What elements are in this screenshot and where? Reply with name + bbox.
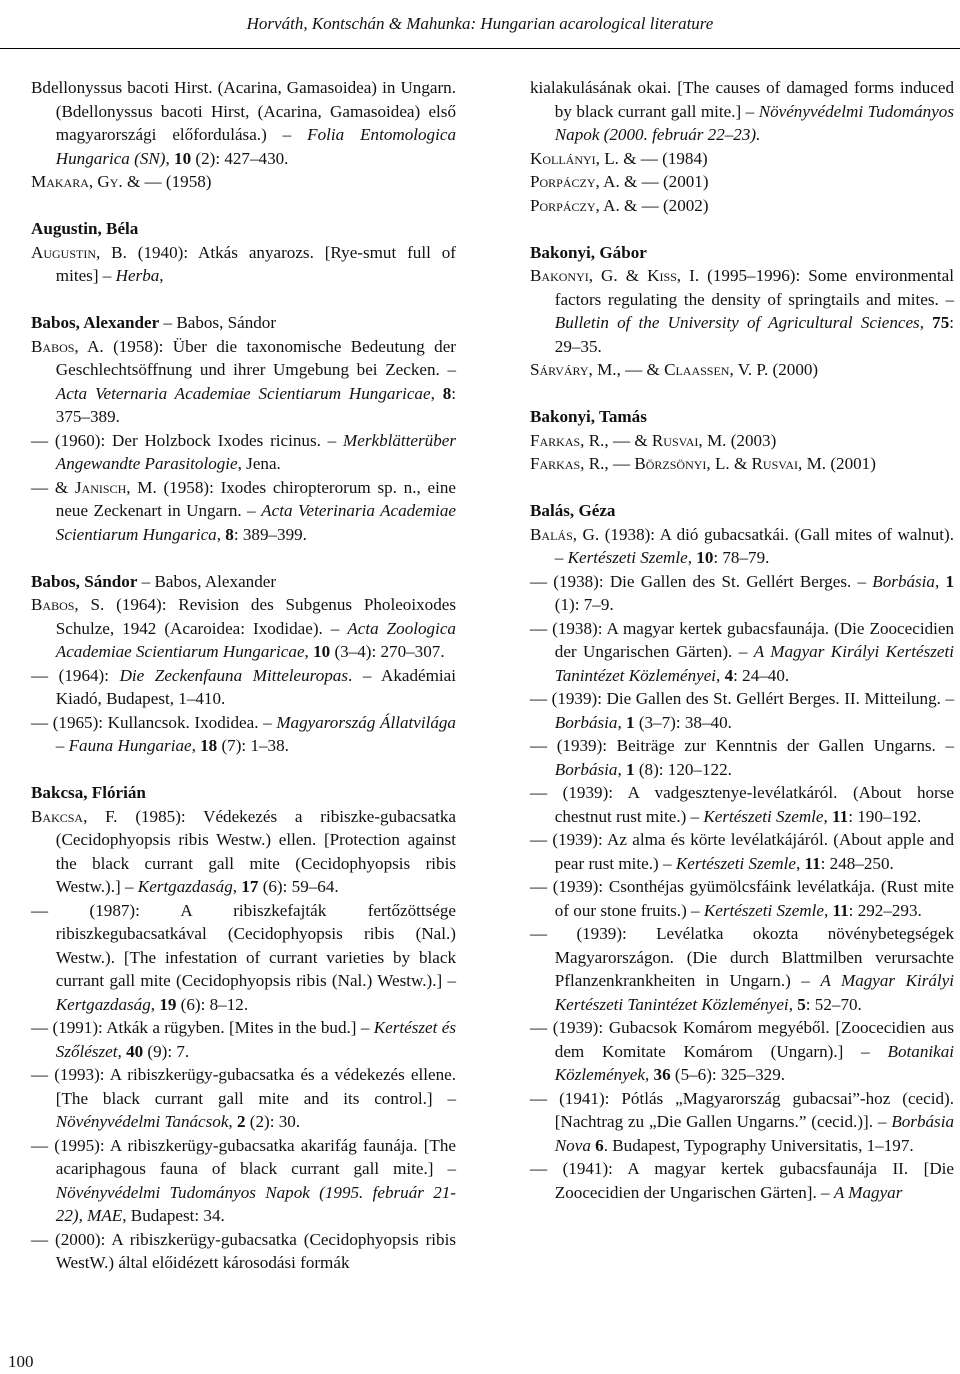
citation-text: – Babos, Alexander [137,571,277,591]
running-head: Horváth, Kontschán & Mahunka: Hungarian acarological literature [246,14,714,33]
volume-number: 10 [174,148,192,168]
author-name: Makara, Gy. [31,172,123,191]
volume-number: 8 [442,383,452,403]
volume-number: 1 [626,712,635,732]
continuation-entry [530,1087,954,1158]
citation-text: — (1939): Gubacsok Komárom megyéből. [Zoocecidien aus dem Komitate Komárom (Ungarn).] – [530,1018,954,1061]
author-name: Claassen, V. P. [664,360,769,379]
citation-text: : 292–293. [848,900,922,920]
journal-title: Kertészeti Szemle [703,806,824,826]
author-heading [31,217,456,241]
citation-text: , [934,571,946,591]
continuation-entry [530,570,954,617]
citation-text: Bakonyi, Tamás [530,407,647,426]
citation-text: Balás, Géza [530,501,616,520]
citation-text: & [617,266,648,285]
volume-number: 10 [696,548,714,567]
citation-text: , [191,736,201,755]
author-name: Augustin, B. [31,242,127,262]
citation-text: , [716,665,725,685]
volume-number: 8 [225,524,234,544]
journal-title: Herba [115,266,160,285]
continuation-entry [31,429,456,476]
journal-title: Kertészeti Szemle [567,548,688,567]
citation-text: — (1939): Beiträge zur Kenntnis der Gallen Ungarns. – [530,736,954,755]
volume-number: 11 [832,900,849,920]
journal-title: Növényvédelmi Tudományos Napok (2000. február 22–23). [554,101,954,144]
volume-number: 75 [932,313,950,332]
volume-number: 6 [595,1135,604,1155]
volume-number: 11 [832,806,849,826]
citation-text: : 389–399. [233,524,307,544]
author-heading [530,241,954,265]
reference-entry [31,335,456,429]
citation-text: — (1965): Kullancsok. Ixodidea. – [31,712,277,732]
citation-text: (2003) [726,430,777,450]
citation-text: — (1939): Az alma és körte levélatkájáról. (About apple and pear rust mite.) – [530,830,954,873]
continuation-entry [31,1063,456,1134]
author-name: Babos, S. [31,595,105,614]
citation-text: & — (1984) [618,148,708,168]
volume-number: 4 [724,665,734,685]
reference-entry [530,358,954,382]
citation-text: (1938): A dió gubacsatkái. (Gall mites of walnut). – [554,524,955,567]
citation-text: — (1938): A magyar kertek gubacsfaunája. (Die Zoocecidien der Ungarischen Gärten). – [530,618,954,661]
citation-text: Augustin, Béla [31,219,139,238]
header-rule [0,48,960,49]
continuation-entry [31,711,456,758]
citation-text: , [228,1112,237,1131]
continuation-entry [530,875,954,922]
citation-text: (3–4): 270–307. [330,642,445,661]
continuation-entry [530,687,954,734]
citation-text: — (1960): Der Holzbock Ixodes ricinus. – [31,430,344,450]
author-heading [530,405,954,429]
volume-number: 1 [945,571,955,591]
journal-title: A Magyar Királyi Kertészeti Tanintézet Közleményei [554,642,955,685]
citation-text: & — (2001) [619,172,709,191]
citation-text: Bakonyi, Gábor [530,242,647,262]
continuation-entry [530,781,954,828]
citation-text: Bakcsa, Flórián [31,783,146,802]
citation-text: , — & [616,360,665,379]
citation-text: , [795,853,805,873]
reference-entry [31,241,456,288]
citation-text: — (1939): A vadgesztenye-levélatkáról. (About horse chestnut rust mite.) – [530,783,954,826]
journal-title: Folia Entomologica Hungarica (SN) [55,125,456,168]
citation-text: , [644,1065,654,1084]
reference-entry [530,429,954,453]
journal-title: Borbásia [554,759,618,779]
citation-text: (8): 120–122. [634,759,732,779]
citation-text: (2000) [768,360,819,379]
continuation-entry [530,828,954,875]
reference-entry [31,76,456,170]
citation-text: — (1941): A magyar kertek gubacsfaunája II. [Die Zoocecidien der Ungarischen Gärten]. – [530,1159,954,1202]
right-column [530,76,954,1204]
author-name: Börzsönyi, L. [634,454,730,473]
journal-title: A Magyar [833,1182,903,1202]
citation-text: (1964): Revision des Subgenus Pholeoixodes Schulze, 1942 (Acaroidea: Ixodidae). – [55,595,456,638]
citation-text: (1940): Atkás anyarozs. [Rye-smut full of mites] – [55,242,456,285]
citation-text: , [823,900,833,920]
citation-text: (2): 427–430. [191,148,289,168]
continuation-entry [31,899,456,1017]
citation-text: Bdellonyssus bacoti Hirst. (Acarina, Gamasoidea) in Ungarn. (Bdellonyssus bacoti Hirst, (Acarina, Gamasoidea) első magyarországi előfordulása.) – [31,78,456,144]
reference-entry [530,147,954,171]
author-name: Farkas, R. [530,454,605,473]
reference-entry [530,523,954,570]
continuation-entry [530,1157,954,1204]
volume-number: 17 [241,877,259,896]
author-name: Porpáczy, A. [530,172,620,191]
citation-text: (2001) [826,454,876,473]
journal-title: Botanikai Közlemények [554,1041,954,1084]
citation-text: (5–6): 325–329. [670,1065,786,1084]
citation-text: — & [31,477,75,497]
journal-title: Kertészeti Szemle [675,853,796,873]
journal-title: Acta Zoologica Academiae Scientiarum Hungaricae [55,618,456,661]
citation-text: — (1993): A ribiszkerügy-gubacsatka és a védekezés ellene. [The black currant gall mite and its control.] – [31,1065,456,1108]
continuation-entry [31,1134,456,1228]
citation-text: (7): 1–38. [217,736,289,755]
journal-title: Növényvédelmi Tudományos Napok (1995. február 21-22), MAE [55,1182,456,1225]
journal-title: Die Zeckenfauna Mitteleuropas [119,665,348,685]
journal-title: Növényvédelmi Tanácsok [55,1112,229,1131]
citation-text: : 29–35. [554,313,954,356]
author-name: Rusvai, M. [751,454,827,473]
author-name: Janisch, M. [74,477,157,497]
citation-text: (1995–1996): Some environmental factors regulating the density of springtails and mites. – [554,266,955,309]
citation-text: — (2000): A ribiszkerügy-gubacsatka (Cecidophyopsis ribis WestW.) által előidézett károsodási formák [31,1229,456,1272]
citation-text: , [150,994,160,1014]
continuation-entry [31,664,456,711]
citation-text: , [165,148,175,168]
left-column [31,76,456,1275]
citation-text: . – Akadémiai Kiadó, Budapest, 1–410. [55,665,457,708]
citation-text: — (1991): Atkák a rügyben. [Mites in the bud.] – [31,1018,374,1037]
citation-text: (1): 7–9. [554,595,614,614]
citation-text: — (1939): Die Gallen des St. Gellért Berges. II. Mitteilung. – [530,689,954,708]
citation-text: , [117,1041,127,1061]
continuation-entry [530,617,954,688]
reference-entry [31,593,456,664]
citation-text: : 52–70. [805,994,862,1014]
citation-text: (3–7): 38–40. [634,712,732,732]
continuation-entry [31,1016,456,1063]
citation-text: : 248–250. [820,853,894,873]
citation-text: — (1939): Csonthéjas gyümölcsfáink levélatkája. (Rust mite of our stone fruits.) – [530,877,954,920]
citation-text: : 375–389. [55,383,456,426]
journal-title: Magyarország Állatvilága – Fauna Hungariae [55,712,456,755]
citation-text: , [823,806,833,826]
volume-number: 36 [653,1065,671,1084]
citation-text: — (1941): Pótlás „Magyarország gubacsai”-hoz (cecid). [Nachtrag zu „Die Gallen Ungarns.” (cecid.)]. – [530,1088,954,1131]
citation-text: (1958): Über die taxonomische Bedeutung der Geschlechtsöffnung und ihrer Umgebung bei Zecken. – [55,336,457,379]
author-name: Balás, G. [530,524,600,544]
journal-title: Merkblätterüber Angewandte Parasitologie [55,430,456,473]
author-name: Kollányi, L. [530,148,619,168]
citation-text: , [216,524,226,544]
citation-text: & — (1958) [122,172,212,191]
volume-number: 11 [804,853,821,873]
citation-text: — (1964): [31,665,120,685]
reference-entry [31,805,456,899]
journal-title: A Magyar Királyi Kertészeti Tanintézet Közleményei [554,971,954,1014]
reference-entry [530,194,954,218]
journal-title: Bulletin of the University of Agricultural Sciences [554,313,920,332]
citation-text: Babos, Sándor [31,571,138,591]
page-number: 100 [8,1352,34,1371]
journal-title: Acta Veternaria Academiae Scientiarum Hungaricae [55,383,431,403]
reference-entry [530,264,954,358]
author-name: Babos, A. [31,336,104,356]
continuation-entry [530,1016,954,1087]
citation-text: (1958): Ixodes chiropterorum sp. n., eine neue Zeckenart in Ungarn. – [55,477,456,520]
reference-entry [530,170,954,194]
citation-text: & — (2002) [619,195,709,215]
author-name: Farkas, R. [530,430,605,450]
volume-number: 2 [236,1112,246,1131]
citation-text: : 190–192. [848,806,922,826]
citation-text: , — [604,454,635,473]
citation-text: Babos, Alexander [31,313,160,332]
citation-text: , [232,877,242,896]
continuation-entry [530,922,954,1016]
citation-text: (9): 7. [143,1041,190,1061]
author-name: Bakcsa, F. [31,806,118,826]
author-name: Bakonyi, G. [530,266,618,285]
continuation-entry [530,734,954,781]
citation-text: (2): 30. [245,1112,301,1131]
volume-number: 10 [313,642,331,661]
reference-entry [31,170,456,194]
citation-text: — (1995): A ribiszkerügy-gubacsatka akarifág faunája. [The acariphagous fauna of black currant gall mite.] – [31,1135,456,1178]
volume-number: 1 [626,759,635,779]
journal-title: Kertészeti Szemle [703,900,824,920]
continuation-entry [31,1228,456,1275]
citation-text: , [788,994,798,1014]
citation-text: : 24–40. [733,665,790,685]
citation-text: (6): 59–64. [258,877,339,896]
journal-title: Kertészet és Szőlészet [55,1018,456,1061]
citation-text: – Babos, Sándor [159,313,277,332]
author-name: Porpáczy, A. [530,195,620,215]
citation-text: : 78–79. [713,548,770,567]
citation-text: , [617,759,627,779]
author-heading [31,570,456,594]
citation-text: , — & [604,430,652,450]
author-name: Rusvai, M. [651,430,727,450]
citation-text: , [919,313,933,332]
citation-text: , [617,712,627,732]
citation-text: — (1987): A ribiszkefajták fertőzöttsége ribiszkegubacsatkával (Cecidophyopsis ribis (Nal.) Westw.). [The infestation of currant varieties by black currant gall mite (Cecidophyopsis ribis (Nal.) Westw.).] – [31,900,456,990]
journal-title: Borbásia [554,712,618,732]
volume-number: 40 [126,1041,144,1061]
citation-text: , [430,383,443,403]
citation-text: & [729,454,752,473]
journal-title: Acta Veterinaria Academiae Scientiarum Hungarica [55,501,456,544]
volume-number: 5 [797,994,806,1014]
volume-number: 18 [200,736,218,755]
citation-text: — (1938): Die Gallen des St. Gellért Berges. – [530,571,873,591]
continuation-entry [31,476,456,547]
citation-text: (6): 8–12. [176,994,249,1014]
author-heading [31,781,456,805]
citation-text: , [159,266,164,285]
citation-text: — (1939): Levélatka okozta növénybetegségek Magyarországon. (Die durch Blattmilben verursachte Pflanzenkrankheiten in Ungarn.) – [530,924,954,990]
journal-title: Kertgazdaság [137,877,233,896]
citation-text: kialakulásának okai. [The causes of damaged forms induced by black currant gall mite.] – [530,78,954,121]
journal-title: Kertgazdaság [55,994,151,1014]
journal-title: Borbásia Nova [554,1112,954,1155]
journal-title: Borbásia [872,571,935,591]
citation-text: , Jena. [237,454,281,473]
author-heading [530,499,954,523]
volume-number: 19 [159,994,177,1014]
author-name: Sárváry, M. [530,360,617,379]
reference-entry [530,76,954,147]
reference-entry [530,452,954,476]
citation-text: , [304,642,314,661]
citation-text: , [687,548,697,567]
author-name: Kiss, I. [647,266,700,285]
author-heading [31,311,456,335]
citation-text: (1985): Védekezés a ribiszke-gubacsatka (Cecidophyopsis ribis Westw.) ellen. [Protection against the black currant gall mite (Cecidophyopsis ribis Westw.).] – [55,806,456,896]
citation-text: , Budapest: 34. [122,1206,225,1225]
citation-text: . Budapest, Typography Universitatis, 1–197. [603,1135,914,1155]
